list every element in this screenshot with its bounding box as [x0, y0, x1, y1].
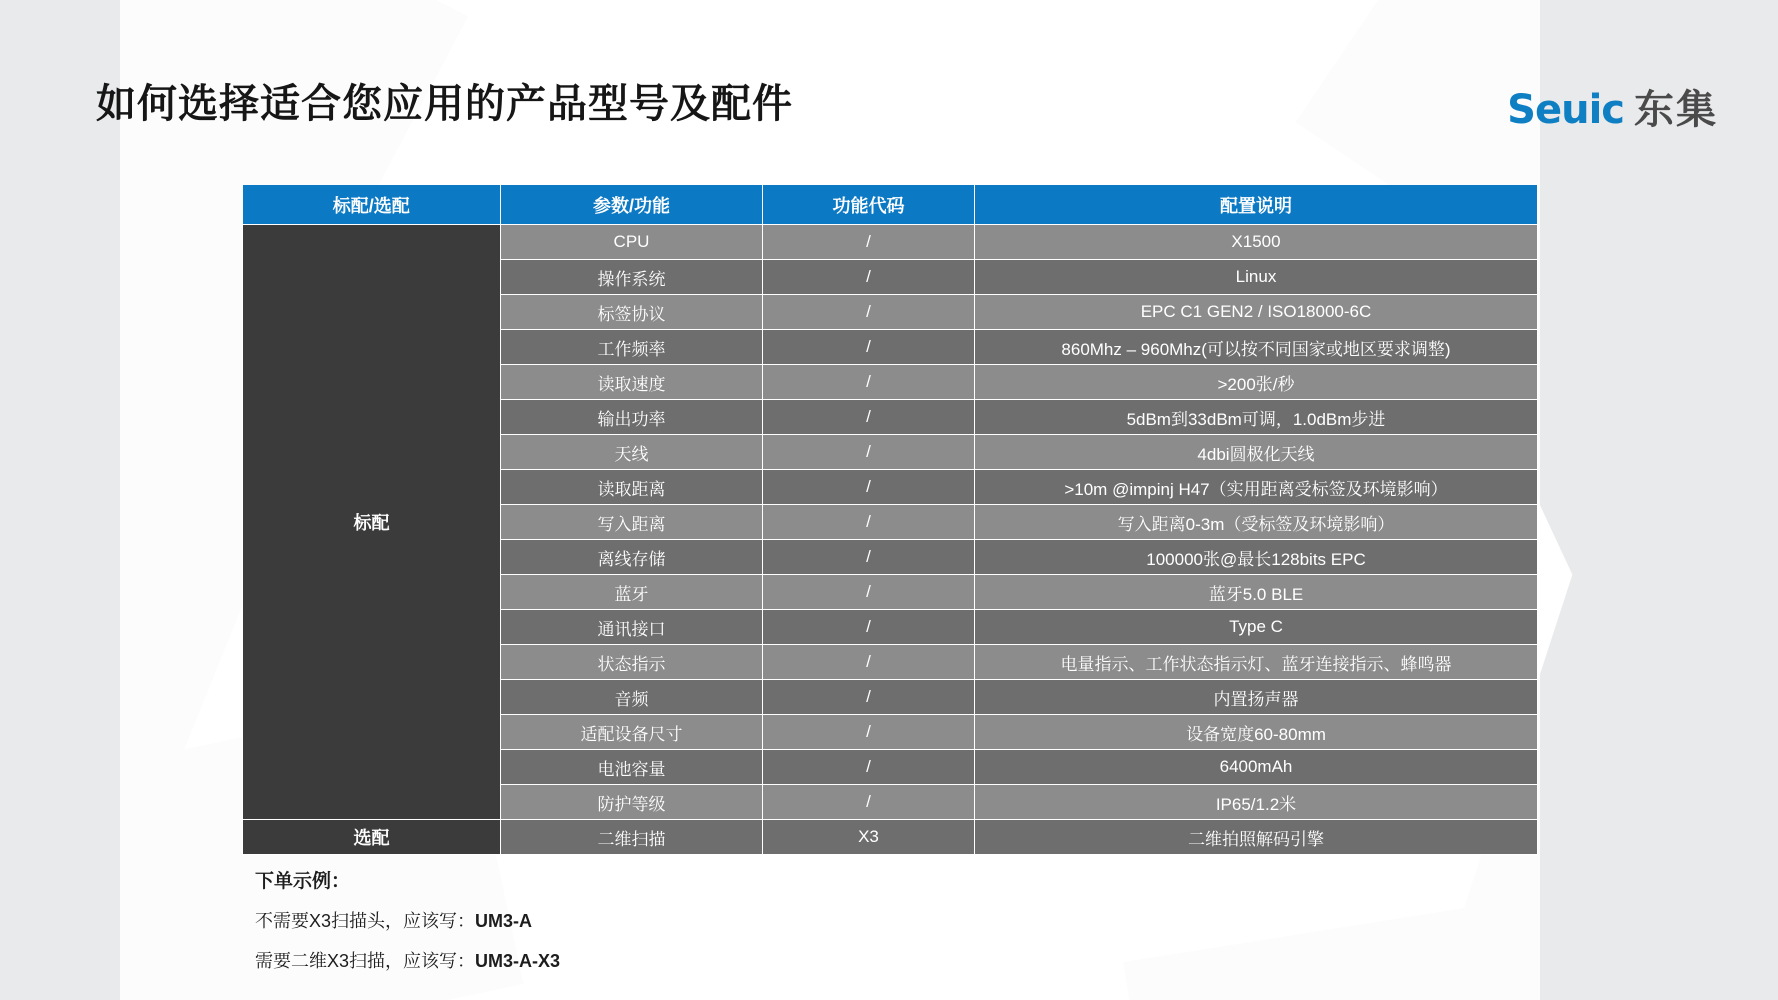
cell-code: /: [763, 575, 975, 610]
cell-code: /: [763, 715, 975, 750]
cell-description: 写入距离0-3m（受标签及环境影响）: [975, 505, 1538, 540]
cell-parameter: CPU: [501, 225, 763, 260]
cell-parameter: 标签协议: [501, 295, 763, 330]
cell-code: /: [763, 295, 975, 330]
note-line-1-value: UM3-A: [475, 911, 533, 931]
cell-description: Linux: [975, 260, 1538, 295]
cell-description: IP65/1.2米: [975, 785, 1538, 820]
row-category: 标配: [243, 225, 501, 820]
cell-parameter: 读取速度: [501, 365, 763, 400]
cell-code: X3: [763, 820, 975, 855]
cell-description: 蓝牙5.0 BLE: [975, 575, 1538, 610]
cell-description: 设备宽度60-80mm: [975, 715, 1538, 750]
note-line-2: [255, 947, 560, 973]
cell-parameter: 音频: [501, 680, 763, 715]
cell-code: /: [763, 365, 975, 400]
cell-description: >10m @impinj H47（实用距离受标签及环境影响）: [975, 470, 1538, 505]
cell-code: /: [763, 470, 975, 505]
cell-parameter: 二维扫描: [501, 820, 763, 855]
order-example-notes: [255, 866, 560, 987]
cell-description: 860Mhz – 960Mhz(可以按不同国家或地区要求调整): [975, 330, 1538, 365]
cell-code: /: [763, 260, 975, 295]
cell-parameter: 通讯接口: [501, 610, 763, 645]
column-header-type: 标配/选配: [243, 185, 501, 225]
cell-code: /: [763, 435, 975, 470]
cell-description: 6400mAh: [975, 750, 1538, 785]
logo-wordmark-cn: 东集: [1634, 88, 1718, 132]
note-line-1-prefix: 不需要X3扫描头，应该写：: [255, 911, 476, 931]
cell-code: /: [763, 610, 975, 645]
cell-description: 二维拍照解码引擎: [975, 820, 1538, 855]
cell-code: /: [763, 540, 975, 575]
cell-parameter: 操作系统: [501, 260, 763, 295]
cell-description: Type C: [975, 610, 1538, 645]
table-header-row: [243, 185, 1538, 225]
cell-parameter: 工作频率: [501, 330, 763, 365]
cell-code: /: [763, 680, 975, 715]
cell-parameter: 适配设备尺寸: [501, 715, 763, 750]
cell-description: 内置扬声器: [975, 680, 1538, 715]
cell-code: /: [763, 750, 975, 785]
cell-parameter: 输出功率: [501, 400, 763, 435]
cell-parameter: 写入距离: [501, 505, 763, 540]
cell-description: 4dbi圆极化天线: [975, 435, 1538, 470]
cell-description: >200张/秒: [975, 365, 1538, 400]
column-header-param: 参数/功能: [501, 185, 763, 225]
cell-parameter: 电池容量: [501, 750, 763, 785]
cell-code: /: [763, 505, 975, 540]
table-row: [243, 820, 1538, 855]
brand-logo: [1507, 78, 1718, 135]
cell-description: X1500: [975, 225, 1538, 260]
cell-description: 电量指示、工作状态指示灯、蓝牙连接指示、蜂鸣器: [975, 645, 1538, 680]
row-category: 选配: [243, 820, 501, 855]
cell-code: /: [763, 645, 975, 680]
note-line-1: [255, 907, 560, 933]
column-header-desc: 配置说明: [975, 185, 1538, 225]
logo-wordmark: Seuic: [1507, 87, 1624, 133]
cell-code: /: [763, 400, 975, 435]
cell-parameter: 防护等级: [501, 785, 763, 820]
cell-code: /: [763, 330, 975, 365]
cell-description: 100000张@最长128bits EPC: [975, 540, 1538, 575]
cell-code: /: [763, 225, 975, 260]
specification-table: [242, 185, 1538, 855]
cell-parameter: 读取距离: [501, 470, 763, 505]
cell-code: /: [763, 785, 975, 820]
page-title: 如何选择适合您应用的产品型号及配件: [96, 82, 793, 126]
cell-description: 5dBm到33dBm可调，1.0dBm步进: [975, 400, 1538, 435]
cell-parameter: 天线: [501, 435, 763, 470]
cell-description: EPC C1 GEN2 / ISO18000-6C: [975, 295, 1538, 330]
table-row: [243, 225, 1538, 260]
cell-parameter: 离线存储: [501, 540, 763, 575]
note-line-2-value: UM3-A-X3: [475, 951, 561, 971]
column-header-code: 功能代码: [763, 185, 975, 225]
note-line-2-prefix: 需要二维X3扫描，应该写：: [255, 951, 476, 971]
cell-parameter: 蓝牙: [501, 575, 763, 610]
cell-parameter: 状态指示: [501, 645, 763, 680]
notes-title: 下单示例：: [255, 871, 351, 892]
